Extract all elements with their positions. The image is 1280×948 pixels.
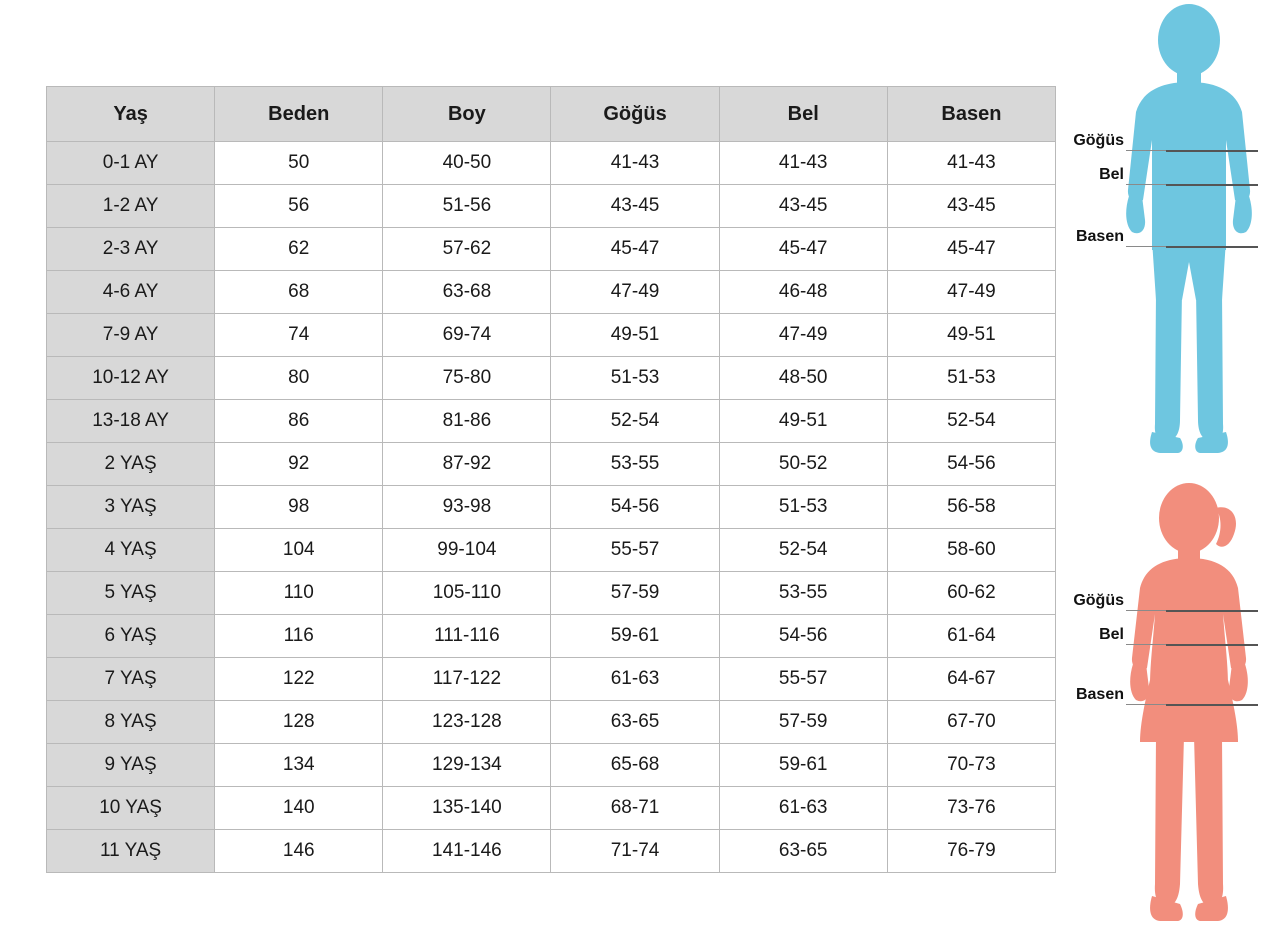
cell-chest: 59-61: [551, 615, 719, 658]
cell-hip: 60-62: [887, 572, 1055, 615]
cell-size: 80: [215, 357, 383, 400]
boy-chest-measure-line: [1166, 150, 1258, 152]
boy-waist-label: Bel: [1099, 166, 1124, 183]
table-row: [47, 228, 1056, 271]
size-table-container: [46, 86, 1056, 873]
boy-waist-measure-line: [1166, 184, 1258, 186]
cell-hip: 54-56: [887, 443, 1055, 486]
cell-age: 10 YAŞ: [47, 787, 215, 830]
cell-age: 3 YAŞ: [47, 486, 215, 529]
cell-waist: 43-45: [719, 185, 887, 228]
cell-chest: 65-68: [551, 744, 719, 787]
cell-height: 141-146: [383, 830, 551, 873]
boy-hip-label: Basen: [1075, 228, 1124, 245]
column-header-age: Yaş: [47, 87, 215, 142]
cell-age: 5 YAŞ: [47, 572, 215, 615]
table-row: [47, 357, 1056, 400]
cell-height: 51-56: [383, 185, 551, 228]
cell-size: 140: [215, 787, 383, 830]
cell-chest: 49-51: [551, 314, 719, 357]
cell-chest: 47-49: [551, 271, 719, 314]
cell-waist: 59-61: [719, 744, 887, 787]
cell-chest: 61-63: [551, 658, 719, 701]
cell-hip: 47-49: [887, 271, 1055, 314]
cell-chest: 71-74: [551, 830, 719, 873]
cell-chest: 51-53: [551, 357, 719, 400]
cell-height: 57-62: [383, 228, 551, 271]
cell-chest: 45-47: [551, 228, 719, 271]
cell-height: 129-134: [383, 744, 551, 787]
cell-waist: 51-53: [719, 486, 887, 529]
cell-waist: 41-43: [719, 142, 887, 185]
cell-size: 128: [215, 701, 383, 744]
cell-age: 4 YAŞ: [47, 529, 215, 572]
cell-hip: 45-47: [887, 228, 1055, 271]
cell-waist: 52-54: [719, 529, 887, 572]
boy-figure-block: [1040, 0, 1280, 474]
cell-hip: 41-43: [887, 142, 1055, 185]
cell-hip: 73-76: [887, 787, 1055, 830]
cell-height: 63-68: [383, 271, 551, 314]
boy-hip-leader-line: [1126, 246, 1166, 247]
girl-chest-leader-line: [1126, 610, 1166, 611]
table-row: [47, 314, 1056, 357]
girl-waist-label: Bel: [1099, 626, 1124, 643]
cell-height: 93-98: [383, 486, 551, 529]
cell-waist: 63-65: [719, 830, 887, 873]
table-row: [47, 572, 1056, 615]
cell-height: 111-116: [383, 615, 551, 658]
girl-hip-measure-line: [1166, 704, 1258, 706]
cell-chest: 55-57: [551, 529, 719, 572]
table-row: [47, 701, 1056, 744]
cell-size: 110: [215, 572, 383, 615]
cell-waist: 55-57: [719, 658, 887, 701]
cell-size: 56: [215, 185, 383, 228]
girl-waist-measure-line: [1166, 644, 1258, 646]
size-table: [46, 86, 1056, 873]
table-row: [47, 400, 1056, 443]
table-row: [47, 529, 1056, 572]
cell-size: 68: [215, 271, 383, 314]
cell-chest: 43-45: [551, 185, 719, 228]
table-row: [47, 830, 1056, 873]
boy-figure-icon: [1098, 0, 1280, 474]
cell-age: 6 YAŞ: [47, 615, 215, 658]
cell-size: 50: [215, 142, 383, 185]
table-row: [47, 486, 1056, 529]
cell-hip: 58-60: [887, 529, 1055, 572]
cell-chest: 54-56: [551, 486, 719, 529]
boy-chest-leader-line: [1126, 150, 1166, 151]
cell-chest: 52-54: [551, 400, 719, 443]
cell-age: 2 YAŞ: [47, 443, 215, 486]
cell-age: 7-9 AY: [47, 314, 215, 357]
cell-hip: 76-79: [887, 830, 1055, 873]
table-row: [47, 658, 1056, 701]
cell-hip: 52-54: [887, 400, 1055, 443]
table-header-row: [47, 87, 1056, 142]
cell-hip: 56-58: [887, 486, 1055, 529]
cell-chest: 41-43: [551, 142, 719, 185]
cell-size: 116: [215, 615, 383, 658]
cell-waist: 53-55: [719, 572, 887, 615]
girl-hip-label: Basen: [1075, 686, 1124, 703]
cell-chest: 68-71: [551, 787, 719, 830]
cell-hip: 64-67: [887, 658, 1055, 701]
table-row: [47, 744, 1056, 787]
cell-size: 92: [215, 443, 383, 486]
cell-waist: 57-59: [719, 701, 887, 744]
cell-hip: 70-73: [887, 744, 1055, 787]
cell-age: 8 YAŞ: [47, 701, 215, 744]
boy-hip-measure-line: [1166, 246, 1258, 248]
cell-waist: 50-52: [719, 443, 887, 486]
cell-waist: 54-56: [719, 615, 887, 658]
cell-size: 134: [215, 744, 383, 787]
cell-height: 75-80: [383, 357, 551, 400]
cell-height: 99-104: [383, 529, 551, 572]
cell-waist: 48-50: [719, 357, 887, 400]
cell-hip: 61-64: [887, 615, 1055, 658]
cell-height: 123-128: [383, 701, 551, 744]
cell-waist: 47-49: [719, 314, 887, 357]
column-header-chest: Göğüs: [551, 87, 719, 142]
cell-age: 7 YAŞ: [47, 658, 215, 701]
boy-waist-leader-line: [1126, 184, 1166, 185]
girl-hip-leader-line: [1126, 704, 1166, 705]
cell-size: 74: [215, 314, 383, 357]
cell-age: 2-3 AY: [47, 228, 215, 271]
cell-hip: 43-45: [887, 185, 1055, 228]
table-row: [47, 142, 1056, 185]
cell-age: 1-2 AY: [47, 185, 215, 228]
figures-panel: [1040, 0, 1280, 948]
cell-height: 87-92: [383, 443, 551, 486]
boy-chest-label: Göğüs: [1073, 132, 1124, 149]
table-row: [47, 271, 1056, 314]
cell-hip: 51-53: [887, 357, 1055, 400]
cell-age: 4-6 AY: [47, 271, 215, 314]
table-row: [47, 443, 1056, 486]
cell-size: 62: [215, 228, 383, 271]
girl-figure-icon: [1098, 474, 1280, 948]
column-header-hip: Basen: [887, 87, 1055, 142]
cell-chest: 53-55: [551, 443, 719, 486]
cell-age: 10-12 AY: [47, 357, 215, 400]
cell-chest: 63-65: [551, 701, 719, 744]
size-table-body: [47, 142, 1056, 873]
cell-height: 40-50: [383, 142, 551, 185]
girl-chest-label: Göğüs: [1073, 592, 1124, 609]
cell-waist: 49-51: [719, 400, 887, 443]
column-header-size: Beden: [215, 87, 383, 142]
cell-height: 135-140: [383, 787, 551, 830]
column-header-height: Boy: [383, 87, 551, 142]
size-table-head: [47, 87, 1056, 142]
cell-waist: 61-63: [719, 787, 887, 830]
cell-height: 81-86: [383, 400, 551, 443]
cell-size: 146: [215, 830, 383, 873]
cell-height: 69-74: [383, 314, 551, 357]
cell-age: 0-1 AY: [47, 142, 215, 185]
girl-chest-measure-line: [1166, 610, 1258, 612]
cell-height: 117-122: [383, 658, 551, 701]
cell-age: 13-18 AY: [47, 400, 215, 443]
girl-waist-leader-line: [1126, 644, 1166, 645]
table-row: [47, 615, 1056, 658]
cell-hip: 49-51: [887, 314, 1055, 357]
girl-figure-block: [1040, 474, 1280, 948]
table-row: [47, 185, 1056, 228]
cell-waist: 45-47: [719, 228, 887, 271]
cell-size: 86: [215, 400, 383, 443]
cell-waist: 46-48: [719, 271, 887, 314]
cell-age: 11 YAŞ: [47, 830, 215, 873]
column-header-waist: Bel: [719, 87, 887, 142]
cell-size: 122: [215, 658, 383, 701]
cell-chest: 57-59: [551, 572, 719, 615]
cell-size: 104: [215, 529, 383, 572]
table-row: [47, 787, 1056, 830]
cell-height: 105-110: [383, 572, 551, 615]
cell-age: 9 YAŞ: [47, 744, 215, 787]
cell-hip: 67-70: [887, 701, 1055, 744]
cell-size: 98: [215, 486, 383, 529]
